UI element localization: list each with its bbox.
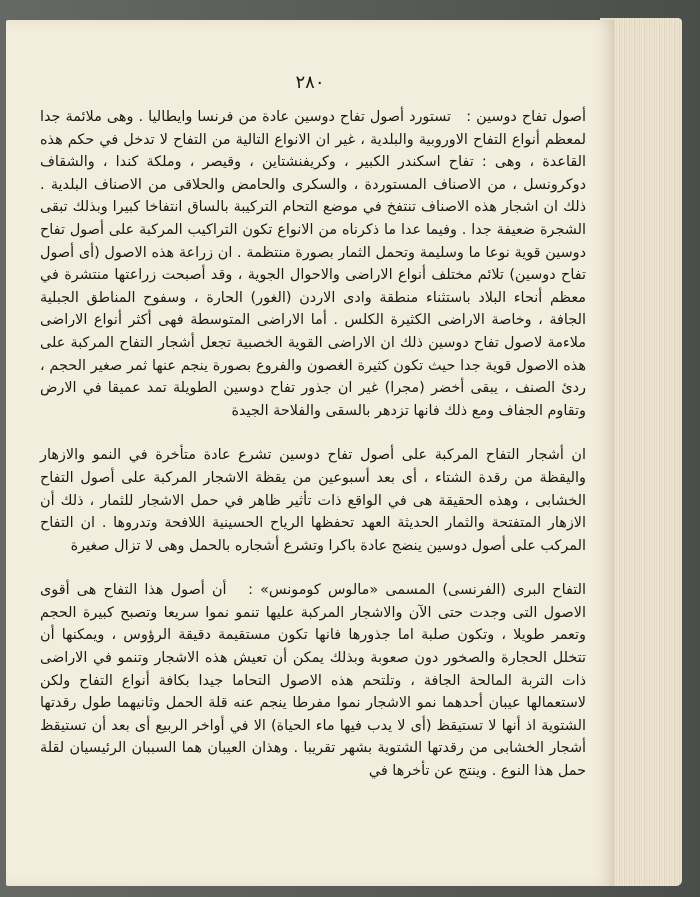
paragraph-dusin-rootstocks bbox=[40, 106, 586, 422]
book-page bbox=[6, 20, 614, 886]
paragraph-body: ان أشجار التفاح المركبة على أصول تفاح دوسين تشرع عادة متأخرة في النمو والازهار واليقظة من رقدة الشتاء ، أى بعد أسبوعين من يقظة الاشجار المركبة على أصول التفاح الخشابى ، وهذه الحقيقة هى في الواقع ذات تأثير ظاهر في حمل الاشجار للثمار ، ذلك أن الازهار المتفتحة والثمار الحديثة العهد تحفظها الرياح الحسينية اللافحة وتدروها . ان التفاح المركب على أصول دوسين ينضج عادة باكرا وتشرع أشجاره بالحمل وهى لا تزال صغيرة bbox=[40, 447, 586, 554]
page-text bbox=[40, 106, 586, 783]
paragraph-heading: أصول تفاح دوسين : bbox=[466, 109, 586, 125]
paragraph-dusin-grafted-trees bbox=[40, 444, 586, 557]
paragraph-body: تستورد أصول تفاح دوسين عادة من فرنسا وايطاليا . وهى ملائمة جدا لمعظم أنواع التفاح الاوروبية والبلدية ، غير ان الانواع التالية من التفاح لا تدخل في حكم هذه القاعدة ، وهى : تفاح اسكندر الكبير ، وكريفنشتاين ، وقيصر ، وملكة كندا ، والشقاف دوكرونسل ، من الاصناف المستوردة ، والسكرى والحامض والحلاقى من الاصناف البلدية . ذلك ان اشجار هذه الاصناف تنتفخ في موضع التحام التركيبة بالساق انتفاخا كبيرا وبذلك تبقى الشجرة ضعيفة جدا . وفيما عدا ما ذكرناه من الانواع تكون التراكيب المركبة على أصول تفاح دوسين قوية نوعا ما وسليمة وتحمل الثمار بصورة منتظمة . ان زراعة هذه الاصول (أى أصول تفاح دوسين) تلائم مختلف أنواع الاراضى والاحوال الجوية ، وقد أصبحت زراعتها منتشرة في معظم أنحاء البلاد باستثناء منطقة وادى الاردن (الغور) الحارة ، وسفوح المناطق الجبلية الجافة ، وخاصة الاراضى الكثيرة الكلس . أما الاراضى المتوسطة فهى أكثر أنواع الاراضى ملاءمة لاصول تفاح دوسين ذلك ان الاراضى القوية الخصبية تجعل أشجار التفاح المركبة على هذه الاصول قوية جدا حيث تكون كثيرة الغصون والفروع بصورة ينجم عنها ثمر صغير الحجم ، ردئ الصنف ، يبقى أخضر (مجرا) غير ان جذور تفاح دوسين الطويلة تمد عميقا في الارض وتقاوم الجفاف ومع ذلك فانها تزدهر بالسقى والفلاحة الجيدة bbox=[40, 109, 586, 419]
paragraph-heading: التفاح البرى (الفرنسى) المسمى «مالوس كومونس» : bbox=[248, 582, 586, 599]
paragraph-wild-apple bbox=[40, 579, 586, 782]
page-number: ٢٨٠ bbox=[295, 72, 325, 93]
paragraph-body: أن أصول هذا التفاح هى أقوى الاصول التى وجدت حتى الآن والاشجار المركبة عليها تنمو نموا سريعا وتصبح كبيرة الحجم وتعمر طويلا ، وتكون صلبة اما جذورها فانها تكون مستقيمة دقيقة الرؤوس ، ويمكنها أن تتخلل الحجارة والصخور دون صعوبة وبذلك يمكن أن تعيش هذه الاشجار وتنمو في الاراضى ذات التربة المالحة الجافة ، وتلتحم هذه الاصول التحاما جيدا بكافة أنواع التفاح ولكن لاستعمالها عيبان أحدهما نمو الاشجار نموا مفرطا ينجم عنه قلة الحمل وثانيهما طول رقدتها الشتوية اذ أنها لا تستيقظ (أى لا يدب فيها ماء الحياة) الا في أواخر الربيع أى بعد أن تستيقظ أشجار الخشابى من رقدتها الشتوية بشهر تقريبا . وهذان العيبان هما السببان الرئيسيان لقلة حمل هذا النوع . وينتج عن تأخرها في bbox=[40, 582, 586, 780]
